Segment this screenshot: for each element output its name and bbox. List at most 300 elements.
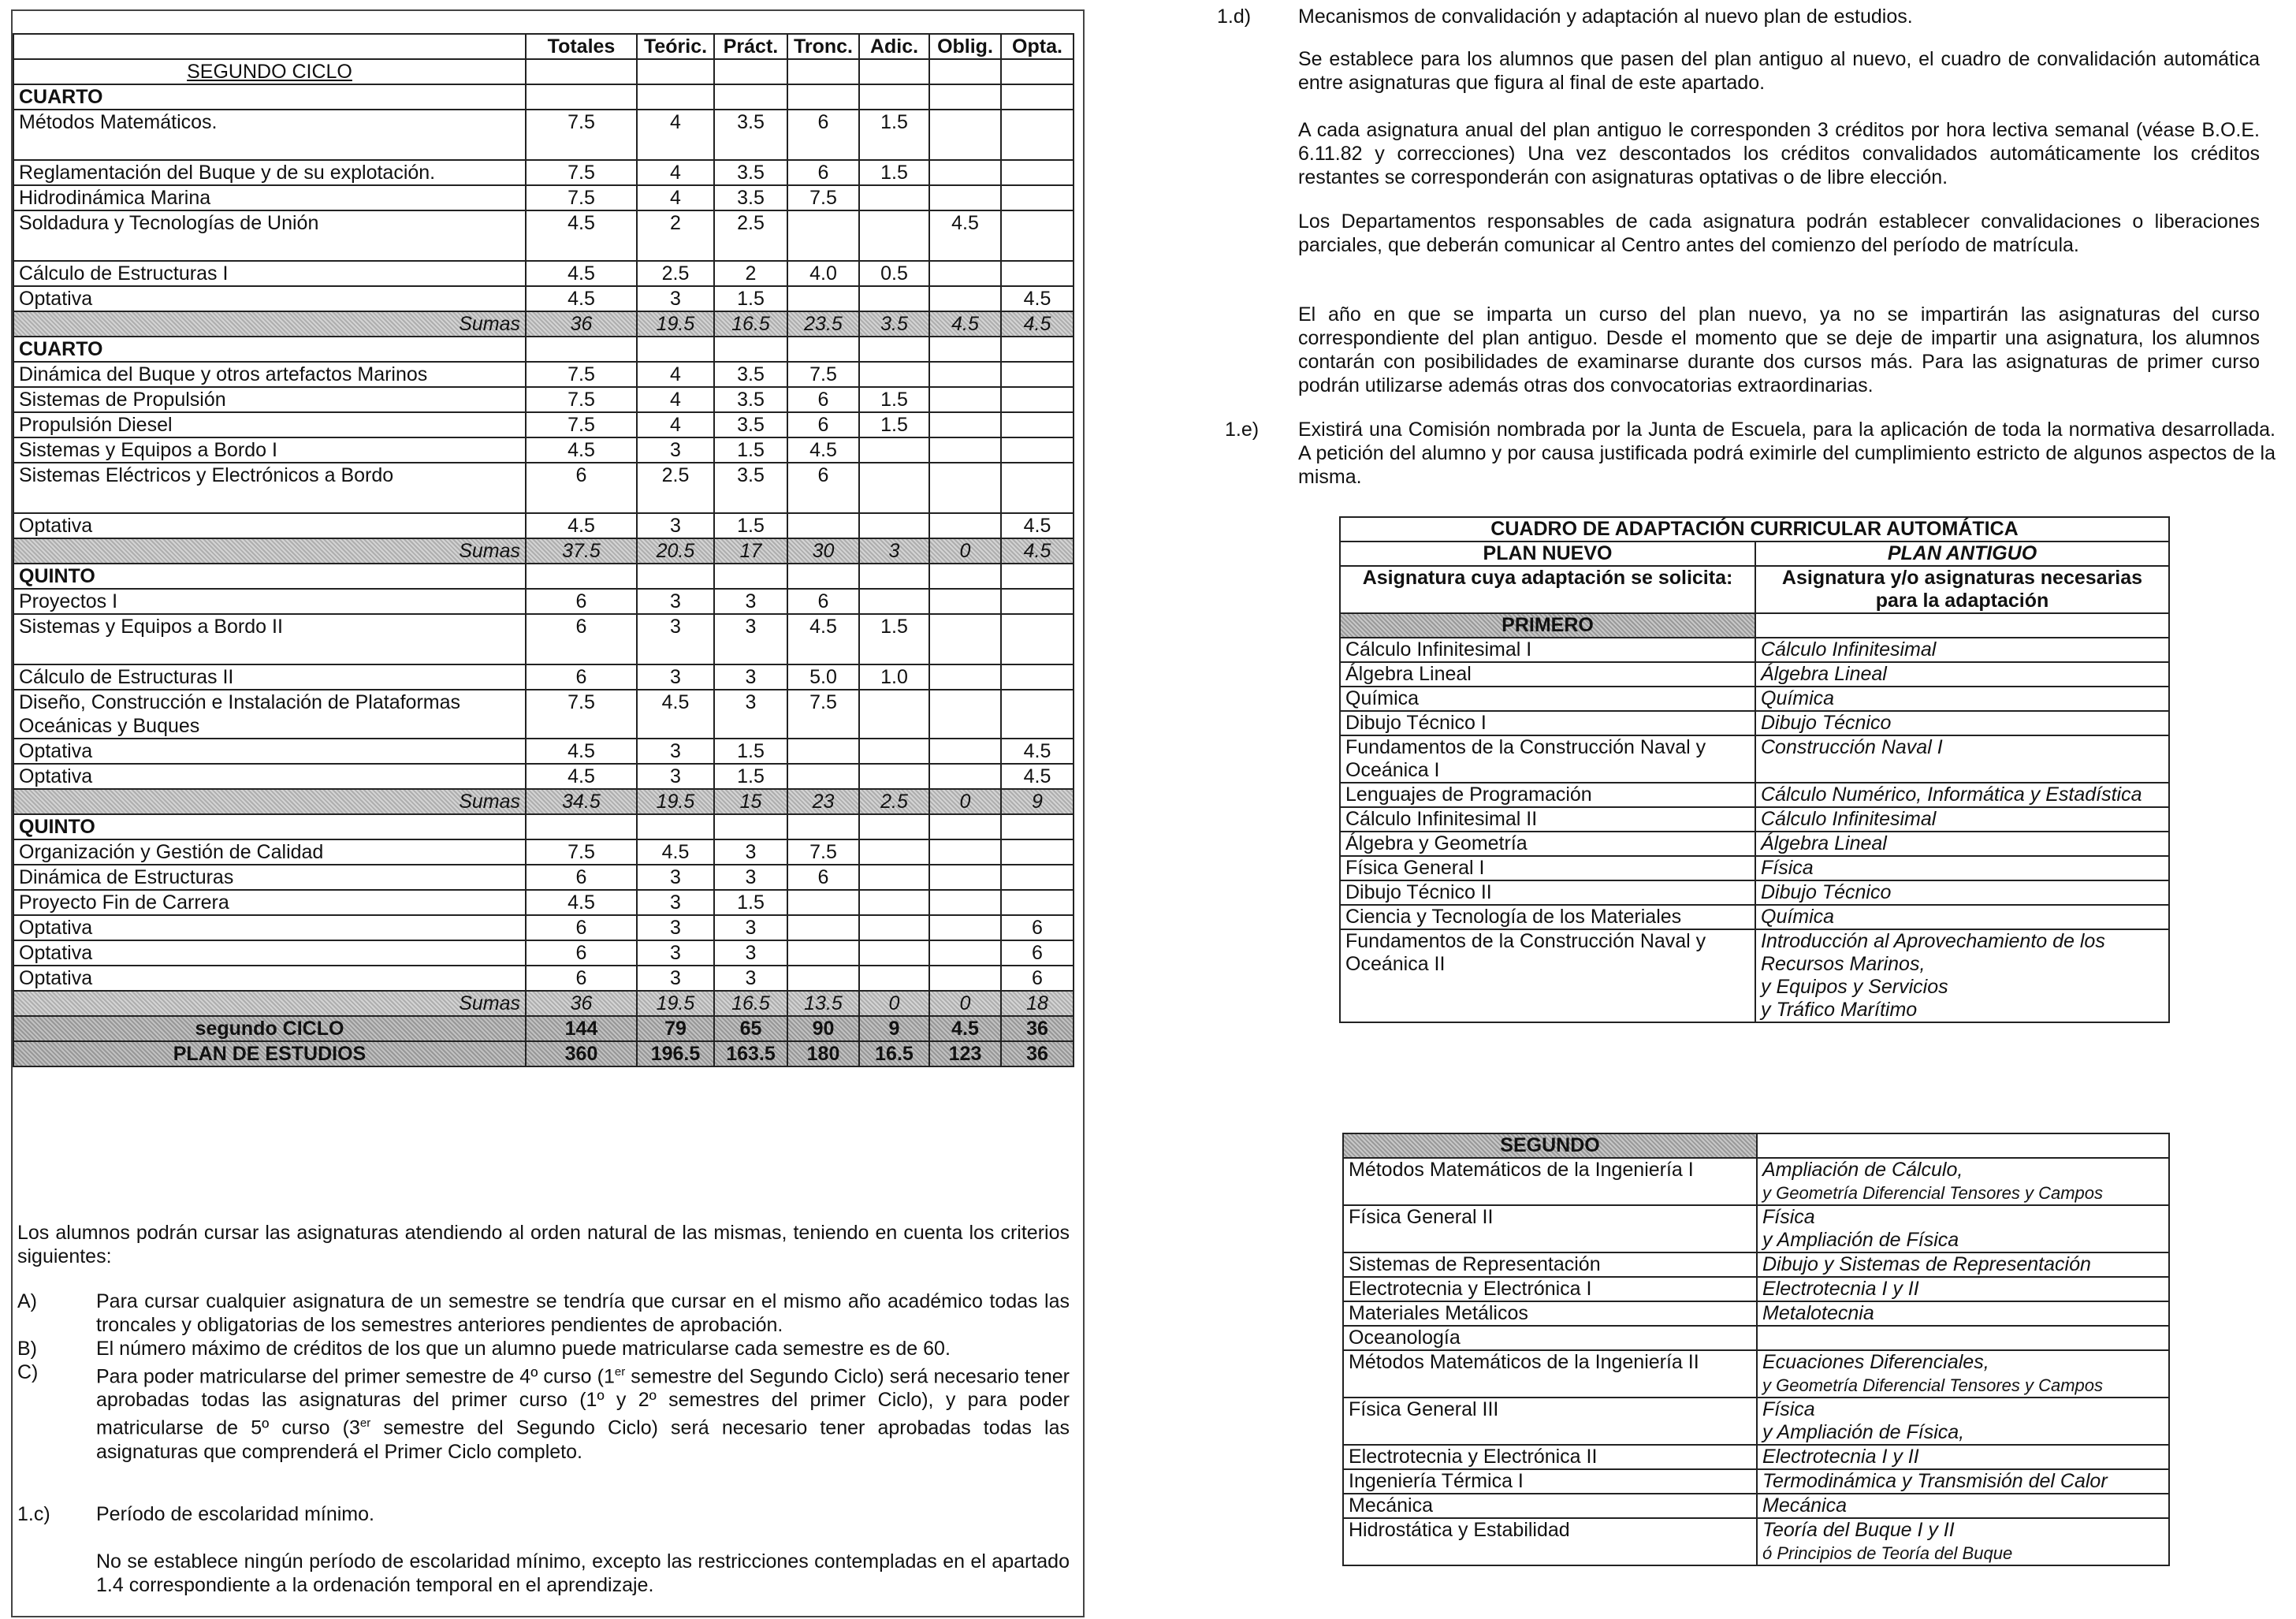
credit-cell	[859, 915, 929, 940]
credit-cell: 16.5	[859, 1041, 929, 1066]
credit-cell	[929, 437, 1001, 463]
item-c-label: C)	[17, 1361, 39, 1383]
credit-cell	[526, 564, 637, 589]
table-row	[13, 664, 1074, 690]
credit-cell	[929, 286, 1001, 311]
credit-cell: 7.5	[526, 362, 637, 387]
credit-cell	[637, 564, 714, 589]
credit-cell: 6	[526, 865, 637, 890]
adaptation-row	[1340, 905, 2169, 929]
credit-cell: 0	[929, 789, 1001, 814]
old-subject: Metalotecnia	[1757, 1301, 2169, 1326]
credit-cell: 4.5	[526, 286, 637, 311]
new-subject: Electrotecnia y Electrónica I	[1343, 1277, 1757, 1301]
table-row	[13, 614, 1074, 664]
credit-cell	[1001, 690, 1074, 739]
credit-cell: 16.5	[714, 311, 787, 337]
study-plan-table	[13, 33, 1074, 1067]
credit-cell: 6	[787, 387, 859, 412]
credit-cell	[859, 739, 929, 764]
old-subject	[1757, 1326, 2169, 1350]
credit-cell	[859, 286, 929, 311]
section-1c-label: 1.c)	[17, 1503, 50, 1525]
credit-cell: 3	[637, 890, 714, 915]
credit-cell: 4.5	[1001, 311, 1074, 337]
credit-cell	[929, 362, 1001, 387]
table-row	[13, 185, 1074, 210]
new-subject: Química	[1340, 687, 1755, 711]
credit-cell	[714, 564, 787, 589]
credit-cell: 7.5	[526, 690, 637, 739]
credit-cell	[1001, 210, 1074, 261]
old-subject: Electrotecnia I y II	[1757, 1277, 2169, 1301]
new-subject: Cálculo Infinitesimal I	[1340, 638, 1755, 662]
credit-cell: 7.5	[526, 412, 637, 437]
credit-cell: 4.5	[1001, 538, 1074, 564]
section-row	[13, 84, 1074, 110]
section-row	[13, 814, 1074, 839]
credit-cell: 13.5	[787, 991, 859, 1016]
adaptation-row	[1340, 687, 2169, 711]
credit-cell: 30	[787, 538, 859, 564]
column-header: Práct.	[714, 34, 787, 59]
credit-cell: 3	[637, 513, 714, 538]
item-a-label: A)	[17, 1290, 37, 1312]
adaptation-row	[1340, 783, 2169, 807]
subject-name: Proyectos I	[13, 589, 526, 614]
new-subject: Sistemas de Representación	[1343, 1252, 1757, 1277]
column-header: Adic.	[859, 34, 929, 59]
credit-cell	[714, 814, 787, 839]
credit-cell: 1.5	[859, 387, 929, 412]
credit-cell	[929, 261, 1001, 286]
table-row	[13, 764, 1074, 789]
credit-cell: 7.5	[526, 160, 637, 185]
adaptation-row	[1340, 711, 2169, 735]
row-label: Sumas	[13, 311, 526, 337]
credit-cell: 4.5	[1001, 286, 1074, 311]
credit-cell: 1.5	[714, 437, 787, 463]
subject-name: Proyecto Fin de Carrera	[13, 890, 526, 915]
credit-cell: 3	[637, 614, 714, 664]
credit-cell	[929, 412, 1001, 437]
row-label: segundo CICLO	[13, 1016, 526, 1041]
credit-cell	[859, 564, 929, 589]
credit-cell: 2	[714, 261, 787, 286]
credit-cell: 9	[859, 1016, 929, 1041]
row-label: CUARTO	[13, 337, 526, 362]
credit-cell: 4	[637, 185, 714, 210]
credit-cell: 7.5	[787, 839, 859, 865]
credit-cell: 37.5	[526, 538, 637, 564]
total-row	[13, 1041, 1074, 1066]
credit-cell: 19.5	[637, 789, 714, 814]
credit-cell	[787, 564, 859, 589]
credit-cell: 3	[637, 966, 714, 991]
credit-cell: 4.5	[1001, 513, 1074, 538]
new-subject: Métodos Matemáticos de la Ingeniería I	[1343, 1158, 1757, 1205]
table-row	[13, 261, 1074, 286]
old-subject: Construcción Naval I	[1755, 735, 2169, 783]
credit-cell	[929, 110, 1001, 160]
cycle-title: SEGUNDO CICLO	[187, 61, 352, 83]
old-subject: Introducción al Aprovechamiento de los Recursos Marinos, y Equipos y Servicios y Tráfico Marítimo	[1755, 929, 2169, 1022]
new-subject: Álgebra Lineal	[1340, 662, 1755, 687]
subject-name: Sistemas y Equipos a Bordo I	[13, 437, 526, 463]
section-1c-text: No se establece ningún período de escolaridad mínimo, excepto las restricciones contempladas en el apartado 1.4 correspondiente a la ordenación temporal en el aprendizaje.	[96, 1550, 1070, 1596]
credit-cell: 3	[714, 865, 787, 890]
credit-cell	[714, 84, 787, 110]
subject-name: Sistemas y Equipos a Bordo II	[13, 614, 526, 664]
credit-cell: 144	[526, 1016, 637, 1041]
credit-cell	[787, 764, 859, 789]
credit-cell: 34.5	[526, 789, 637, 814]
table-row	[13, 160, 1074, 185]
right-page	[1208, 0, 2291, 1619]
credit-cell	[1001, 865, 1074, 890]
credit-cell: 3	[714, 966, 787, 991]
table-row	[13, 690, 1074, 739]
credit-cell	[1001, 84, 1074, 110]
adaptation-row	[1343, 1326, 2169, 1350]
credit-cell	[929, 664, 1001, 690]
credit-cell	[787, 286, 859, 311]
plan-header-row	[1340, 542, 2169, 566]
group-row-first	[1340, 613, 2169, 638]
credit-cell: 6	[787, 160, 859, 185]
adaptation-row	[1343, 1205, 2169, 1252]
credit-cell: 6	[526, 614, 637, 664]
credit-cell	[526, 337, 637, 362]
credit-cell: 0	[929, 991, 1001, 1016]
old-subject: Mecánica	[1757, 1494, 2169, 1518]
credit-cell: 3.5	[714, 463, 787, 513]
section-1d-title: Mecanismos de convalidación y adaptación al nuevo plan de estudios.	[1298, 6, 1913, 28]
subject-name: Métodos Matemáticos.	[13, 110, 526, 160]
credit-cell: 196.5	[637, 1041, 714, 1066]
table-row	[13, 915, 1074, 940]
row-label: Sumas	[13, 991, 526, 1016]
credit-cell: 3	[714, 915, 787, 940]
credit-cell: 3.5	[714, 387, 787, 412]
credit-cell: 4.5	[637, 839, 714, 865]
credit-cell	[787, 915, 859, 940]
credit-cell: 2.5	[714, 210, 787, 261]
credit-cell: 7.5	[526, 387, 637, 412]
credit-cell: 0	[859, 991, 929, 1016]
credit-cell: 3.5	[714, 110, 787, 160]
subject-name: Reglamentación del Buque y de su explotación.	[13, 160, 526, 185]
section-1c-title: Período de escolaridad mínimo.	[96, 1503, 374, 1525]
total-row	[13, 1016, 1074, 1041]
subject-name: Optativa	[13, 739, 526, 764]
new-subject: Física General II	[1343, 1205, 1757, 1252]
credit-cell: 3	[637, 664, 714, 690]
credit-cell: 19.5	[637, 991, 714, 1016]
adaptation-row	[1340, 880, 2169, 905]
table-row	[13, 513, 1074, 538]
old-subject: Teoría del Buque I y II ó Principios de Teoría del Buque	[1757, 1518, 2169, 1565]
sum-row	[13, 789, 1074, 814]
adaptation-row	[1340, 662, 2169, 687]
adaptation-row	[1343, 1158, 2169, 1205]
credit-cell	[1001, 185, 1074, 210]
old-subject: Dibujo Técnico	[1755, 880, 2169, 905]
adaptation-row	[1340, 856, 2169, 880]
adaptation-row	[1343, 1277, 2169, 1301]
credit-cell: 36	[1001, 1016, 1074, 1041]
adaptation-table-first	[1339, 516, 2170, 1023]
credit-cell: 2.5	[637, 463, 714, 513]
adaptation-row	[1340, 807, 2169, 832]
table-row	[13, 437, 1074, 463]
credit-cell	[1001, 614, 1074, 664]
item-c-text: Para poder matricularse del primer semestre de 4º curso (1er semestre del Segundo Ciclo) será necesario tener aprobadas todas las asignaturas del primer curso (1º y 2º semestres del primer Ciclo), y para poder matricularse de 5º curso (3er semestre del Segundo Ciclo) será necesario tener aprobadas todas las asignaturas que comprenderá el Primer Ciclo completo.	[96, 1365, 1070, 1463]
credit-cell	[1001, 664, 1074, 690]
credit-cell	[1001, 337, 1074, 362]
item-b-label: B)	[17, 1338, 37, 1360]
adaptation-table-title: CUADRO DE ADAPTACIÓN CURRICULAR AUTOMÁTICA	[1340, 517, 2169, 542]
credit-cell: 90	[787, 1016, 859, 1041]
credit-cell: 23.5	[787, 311, 859, 337]
credit-cell	[859, 185, 929, 210]
paragraph-2: A cada asignatura anual del plan antiguo le corresponden 3 créditos por hora lectiva semanal (véase B.O.E. 6.11.82 y correcciones) Una vez descontados los créditos convalidados automáticamente los créditos restantes se corresponderán con asignaturas optativas o de libre elección.	[1298, 119, 2260, 188]
old-subject: Cálculo Numérico, Informática y Estadística	[1755, 783, 2169, 807]
adaptation-row	[1343, 1445, 2169, 1469]
credit-cell: 4.5	[929, 210, 1001, 261]
credit-cell	[929, 814, 1001, 839]
credit-cell: 3.5	[714, 160, 787, 185]
credit-cell: 3.5	[714, 412, 787, 437]
credit-cell	[929, 690, 1001, 739]
credit-cell: 1.5	[714, 764, 787, 789]
credit-cell: 123	[929, 1041, 1001, 1066]
credit-cell	[859, 814, 929, 839]
credit-cell	[859, 940, 929, 966]
credit-cell: 3	[637, 865, 714, 890]
credit-cell: 4.5	[526, 739, 637, 764]
credit-cell: 4.5	[526, 890, 637, 915]
cycle-title-row	[13, 59, 1074, 84]
credit-cell	[859, 865, 929, 890]
credit-cell	[929, 839, 1001, 865]
credit-cell: 3	[714, 664, 787, 690]
old-subject: Dibujo y Sistemas de Representación	[1757, 1252, 2169, 1277]
credit-cell	[929, 84, 1001, 110]
subject-name: Diseño, Construcción e Instalación de Plataformas Oceánicas y Buques	[13, 690, 526, 739]
credit-cell: 4	[637, 412, 714, 437]
old-subject: Álgebra Lineal	[1755, 832, 2169, 856]
credit-cell: 4.5	[929, 1016, 1001, 1041]
table-row	[13, 463, 1074, 513]
credit-cell: 180	[787, 1041, 859, 1066]
credit-cell: 36	[526, 991, 637, 1016]
table-row	[13, 890, 1074, 915]
credit-cell: 4	[637, 362, 714, 387]
credit-cell: 6	[787, 412, 859, 437]
credit-cell: 2.5	[637, 261, 714, 286]
credit-cell: 2.5	[859, 789, 929, 814]
credit-cell: 3	[714, 589, 787, 614]
credit-cell: 3	[637, 739, 714, 764]
credit-cell	[1001, 412, 1074, 437]
old-subject: Cálculo Infinitesimal	[1755, 807, 2169, 832]
column-header: Tronc.	[787, 34, 859, 59]
adaptation-row	[1343, 1301, 2169, 1326]
credit-cell	[859, 966, 929, 991]
credit-cell: 4.5	[1001, 739, 1074, 764]
credit-cell: 6	[787, 463, 859, 513]
credit-cell: 4.5	[526, 261, 637, 286]
section-1e-label: 1.e)	[1225, 419, 1260, 441]
credit-cell	[787, 84, 859, 110]
credit-cell	[859, 437, 929, 463]
sum-row	[13, 538, 1074, 564]
credit-cell: 4	[637, 387, 714, 412]
credit-cell: 36	[526, 311, 637, 337]
adaptation-row	[1343, 1350, 2169, 1398]
credit-cell	[1001, 463, 1074, 513]
section-row	[13, 564, 1074, 589]
credit-cell: 18	[1001, 991, 1074, 1016]
credit-cell: 6	[1001, 915, 1074, 940]
old-subject: Física y Ampliación de Física	[1757, 1205, 2169, 1252]
new-subject: Fundamentos de la Construcción Naval y Oceánica I	[1340, 735, 1755, 783]
plan-old-subheader: Asignatura y/o asignaturas necesarias para la adaptación	[1755, 566, 2169, 613]
left-page	[11, 9, 1085, 1617]
subject-name: Cálculo de Estructuras II	[13, 664, 526, 690]
subject-name: Optativa	[13, 940, 526, 966]
subject-name: Sistemas Eléctricos y Electrónicos a Bordo	[13, 463, 526, 513]
column-header: Opta.	[1001, 34, 1074, 59]
credit-cell: 6	[787, 110, 859, 160]
credit-cell	[859, 589, 929, 614]
column-header: Teóric.	[637, 34, 714, 59]
credit-cell	[929, 185, 1001, 210]
credit-cell: 1.5	[714, 513, 787, 538]
new-subject: Álgebra y Geometría	[1340, 832, 1755, 856]
old-subject: Ampliación de Cálculo, y Geometría Diferencial Tensores y Campos	[1757, 1158, 2169, 1205]
credit-cell: 17	[714, 538, 787, 564]
credit-cell: 1.5	[859, 614, 929, 664]
credit-cell: 163.5	[714, 1041, 787, 1066]
credit-cell: 6	[787, 589, 859, 614]
credit-cell: 65	[714, 1016, 787, 1041]
credit-cell	[787, 210, 859, 261]
subject-name: Soldadura y Tecnologías de Unión	[13, 210, 526, 261]
subject-name: Hidrodinámica Marina	[13, 185, 526, 210]
credit-cell: 0.5	[859, 261, 929, 286]
credit-cell: 19.5	[637, 311, 714, 337]
subject-name: Optativa	[13, 764, 526, 789]
row-label: CUARTO	[13, 84, 526, 110]
credit-cell	[1001, 387, 1074, 412]
credit-cell: 16.5	[714, 991, 787, 1016]
credit-cell	[637, 84, 714, 110]
column-header	[13, 34, 526, 59]
group-row-second	[1343, 1133, 2169, 1158]
credit-cell	[1001, 437, 1074, 463]
credit-cell: 4	[637, 160, 714, 185]
adaptation-row	[1343, 1252, 2169, 1277]
adaptation-row	[1340, 638, 2169, 662]
plan-subheader-row	[1340, 566, 2169, 613]
credit-cell	[714, 337, 787, 362]
credit-cell: 3	[859, 538, 929, 564]
credit-cell: 4.5	[637, 690, 714, 739]
credit-cell	[859, 890, 929, 915]
credit-cell: 3	[714, 940, 787, 966]
credit-cell: 360	[526, 1041, 637, 1066]
new-subject: Métodos Matemáticos de la Ingeniería II	[1343, 1350, 1757, 1398]
credit-cell	[929, 513, 1001, 538]
row-label: Sumas	[13, 789, 526, 814]
credit-cell	[859, 84, 929, 110]
credit-cell	[859, 839, 929, 865]
credit-cell: 3	[637, 286, 714, 311]
credit-cell	[1001, 564, 1074, 589]
credit-cell	[859, 764, 929, 789]
credit-cell	[859, 362, 929, 387]
adaptation-row	[1343, 1469, 2169, 1494]
paragraph-3: Los Departamentos responsables de cada asignatura podrán establecer convalidaciones o liberaciones parciales, que deberán comunicar al Centro antes del comienzo del período de matrícula.	[1298, 210, 2260, 256]
old-subject: Cálculo Infinitesimal	[1755, 638, 2169, 662]
credit-cell: 1.5	[859, 110, 929, 160]
subject-name: Dinámica de Estructuras	[13, 865, 526, 890]
adaptation-row	[1340, 929, 2169, 1022]
credit-cell	[1001, 890, 1074, 915]
column-header: Totales	[526, 34, 637, 59]
credit-cell	[859, 463, 929, 513]
credit-cell: 6	[526, 463, 637, 513]
credit-cell: 6	[526, 664, 637, 690]
new-subject: Mecánica	[1343, 1494, 1757, 1518]
credit-cell	[929, 337, 1001, 362]
credit-cell: 4.5	[526, 513, 637, 538]
subject-name: Cálculo de Estructuras I	[13, 261, 526, 286]
credit-cell	[929, 739, 1001, 764]
credit-cell: 1.5	[714, 286, 787, 311]
credit-cell	[787, 513, 859, 538]
credit-cell: 15	[714, 789, 787, 814]
credit-cell: 1.0	[859, 664, 929, 690]
credit-cell: 3	[637, 764, 714, 789]
new-subject: Física General III	[1343, 1398, 1757, 1445]
credit-cell	[787, 814, 859, 839]
new-subject: Cálculo Infinitesimal II	[1340, 807, 1755, 832]
credit-cell: 1.5	[714, 890, 787, 915]
item-b-text: El número máximo de créditos de los que un alumno puede matricularse cada semestre es de 60.	[96, 1338, 951, 1360]
credit-cell	[929, 966, 1001, 991]
credit-cell	[1001, 839, 1074, 865]
subject-name: Sistemas de Propulsión	[13, 387, 526, 412]
new-subject: Materiales Metálicos	[1343, 1301, 1757, 1326]
credit-cell: 6	[526, 915, 637, 940]
credit-cell	[1001, 160, 1074, 185]
credit-cell: 6	[1001, 940, 1074, 966]
new-subject: Física General I	[1340, 856, 1755, 880]
item-a-text: Para cursar cualquier asignatura de un semestre se tendría que cursar en el mismo año académico todas las troncales y obligatorias de los semestres anteriores pendientes de aprobación.	[96, 1290, 1070, 1336]
credit-cell: 7.5	[526, 110, 637, 160]
credit-cell: 3.5	[859, 311, 929, 337]
section-row	[13, 337, 1074, 362]
row-label: PLAN DE ESTUDIOS	[13, 1041, 526, 1066]
adaptation-row	[1340, 735, 2169, 783]
new-subject: Dibujo Técnico I	[1340, 711, 1755, 735]
credit-cell: 20.5	[637, 538, 714, 564]
sum-row	[13, 311, 1074, 337]
credit-cell	[787, 940, 859, 966]
